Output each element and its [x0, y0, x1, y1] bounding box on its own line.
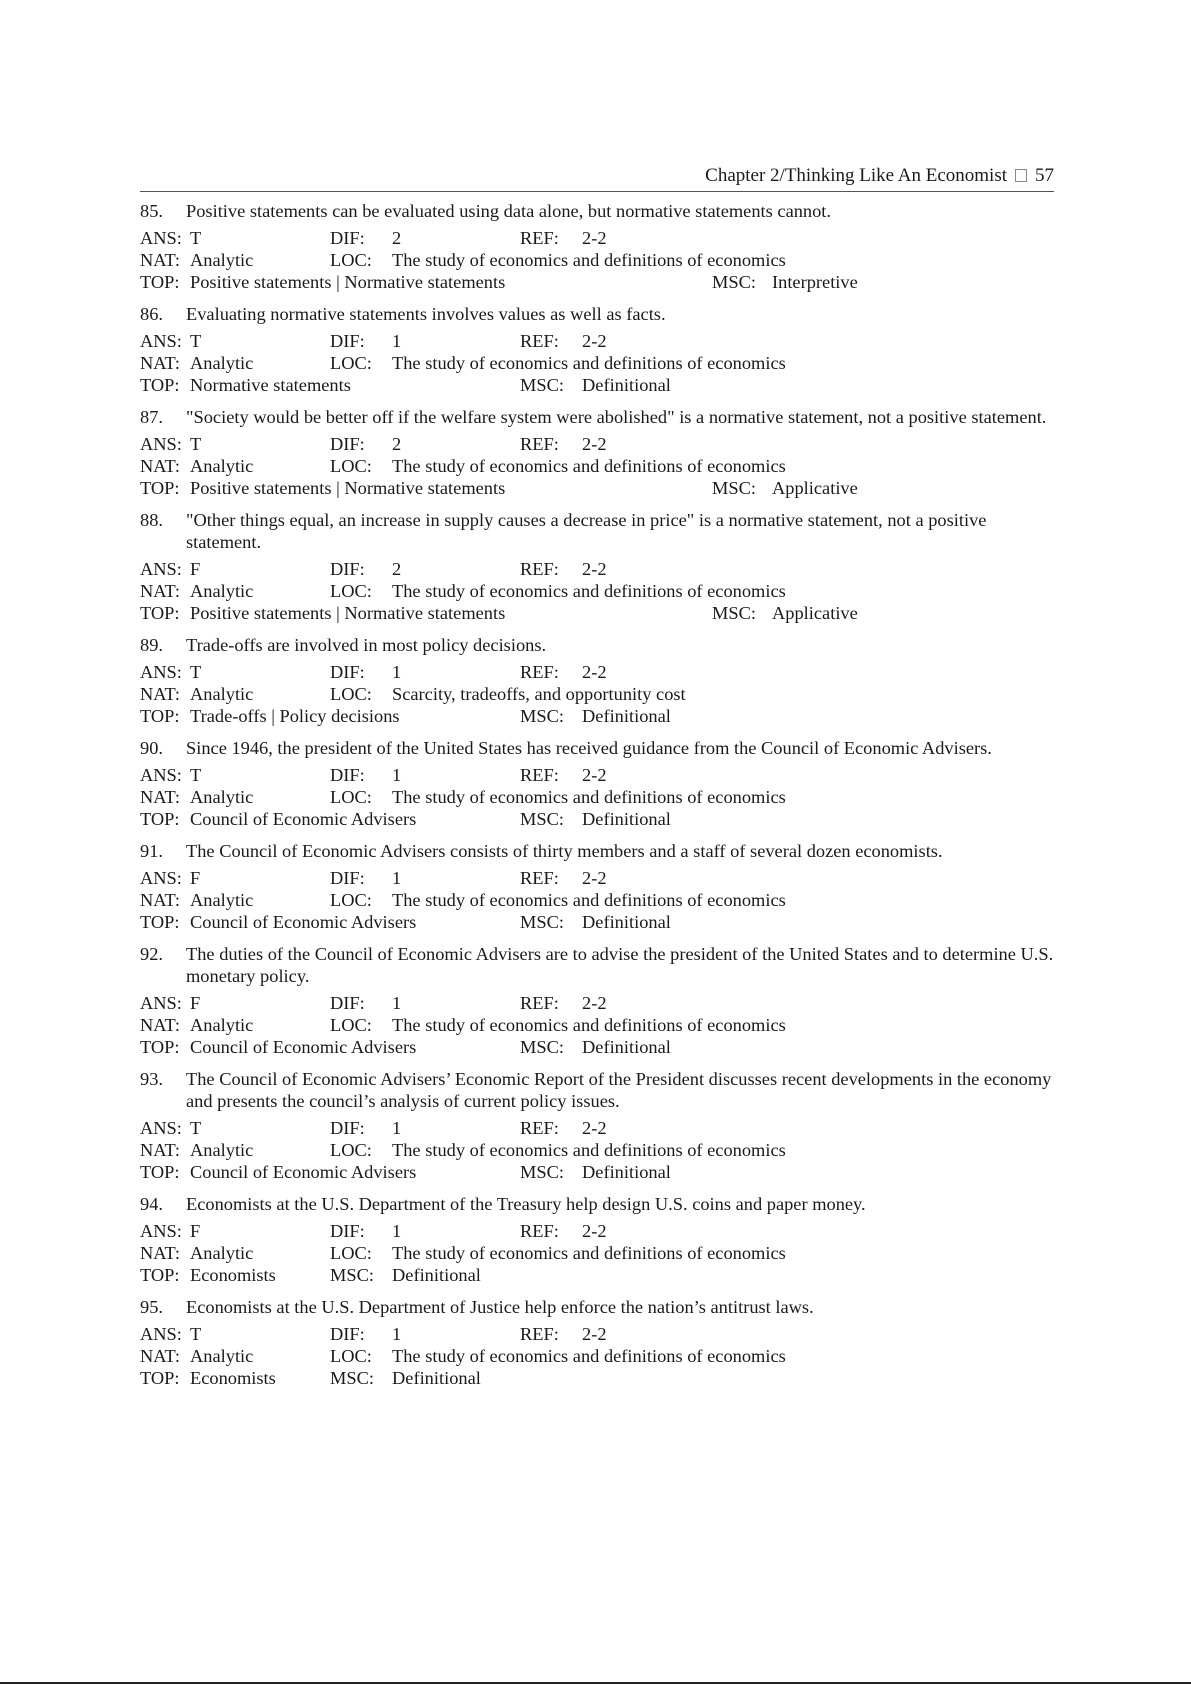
- question-number: 92.: [140, 944, 163, 964]
- bottom-rule: [0, 1682, 1191, 1684]
- dif-value: 1: [392, 993, 402, 1013]
- ans-value: T: [190, 662, 202, 682]
- nat-value: Analytic: [190, 1346, 254, 1366]
- nat-meta-row: [140, 1242, 1060, 1264]
- ans-label: ANS:: [140, 1221, 182, 1241]
- question-item: [140, 303, 1060, 396]
- question-line: [140, 840, 1060, 862]
- dif-label: DIF:: [330, 331, 365, 351]
- question-list: [140, 200, 1060, 1399]
- answer-meta-row: [140, 558, 1060, 580]
- question-number: 94.: [140, 1194, 163, 1214]
- ans-value: F: [190, 559, 201, 579]
- question-item: [140, 840, 1060, 933]
- top-label: TOP:: [140, 375, 180, 395]
- msc-value: Definitional: [582, 809, 671, 829]
- question-number: 90.: [140, 738, 163, 758]
- question-text: Since 1946, the president of the United States has received guidance from the Council of Economic Advisers.: [186, 738, 992, 758]
- ans-label: ANS:: [140, 765, 182, 785]
- question-text: The duties of the Council of Economic Advisers are to advise the president of the United States and to determine U.S. monetary policy.: [186, 944, 1054, 986]
- ans-label: ANS:: [140, 1324, 182, 1344]
- loc-value: The study of economics and definitions of economics: [392, 353, 786, 373]
- loc-label: LOC:: [330, 1140, 372, 1160]
- dif-value: 1: [392, 662, 402, 682]
- question-number: 85.: [140, 201, 163, 221]
- nat-label: NAT:: [140, 684, 180, 704]
- question-line: [140, 509, 1060, 553]
- loc-value: The study of economics and definitions of economics: [392, 1015, 786, 1035]
- ans-label: ANS:: [140, 993, 182, 1013]
- ans-value: T: [190, 331, 202, 351]
- nat-label: NAT:: [140, 250, 180, 270]
- nat-meta-row: [140, 1014, 1060, 1036]
- nat-value: Analytic: [190, 684, 254, 704]
- top-label: TOP:: [140, 706, 180, 726]
- msc-value: Applicative: [772, 478, 858, 498]
- ans-label: ANS:: [140, 434, 182, 454]
- ref-label: REF:: [520, 993, 559, 1013]
- msc-label: MSC:: [520, 809, 564, 829]
- page-number: 57: [1035, 165, 1054, 186]
- top-meta-row: [140, 602, 1060, 624]
- top-value: Council of Economic Advisers: [190, 1037, 417, 1057]
- ans-label: ANS:: [140, 662, 182, 682]
- question-item: [140, 509, 1060, 624]
- dif-label: DIF:: [330, 765, 365, 785]
- msc-value: Definitional: [392, 1265, 481, 1285]
- answer-meta-row: [140, 1323, 1060, 1345]
- answer-meta-row: [140, 992, 1060, 1014]
- ans-value: F: [190, 868, 201, 888]
- ref-label: REF:: [520, 765, 559, 785]
- top-value: Council of Economic Advisers: [190, 809, 417, 829]
- loc-value: The study of economics and definitions of economics: [392, 1346, 786, 1366]
- top-meta-row: [140, 911, 1060, 933]
- loc-label: LOC:: [330, 890, 372, 910]
- question-item: [140, 200, 1060, 293]
- dif-value: 2: [392, 434, 402, 454]
- ans-value: F: [190, 993, 201, 1013]
- top-label: TOP:: [140, 912, 180, 932]
- dif-label: DIF:: [330, 1324, 365, 1344]
- top-label: TOP:: [140, 809, 180, 829]
- top-label: TOP:: [140, 1162, 180, 1182]
- top-meta-row: [140, 1264, 1060, 1286]
- msc-label: MSC:: [330, 1368, 374, 1388]
- ans-label: ANS:: [140, 1118, 182, 1138]
- question-line: [140, 943, 1060, 987]
- question-item: [140, 1068, 1060, 1183]
- msc-label: MSC:: [712, 478, 756, 498]
- ans-value: T: [190, 1118, 202, 1138]
- loc-value: Scarcity, tradeoffs, and opportunity cost: [392, 684, 686, 704]
- top-meta-row: [140, 477, 1060, 499]
- question-text: The Council of Economic Advisers consists of thirty members and a staff of several dozen economists.: [186, 841, 943, 861]
- nat-label: NAT:: [140, 787, 180, 807]
- dif-label: DIF:: [330, 1221, 365, 1241]
- msc-label: MSC:: [712, 272, 756, 292]
- dif-label: DIF:: [330, 868, 365, 888]
- nat-meta-row: [140, 1345, 1060, 1367]
- question-number: 91.: [140, 841, 163, 861]
- dif-value: 1: [392, 868, 402, 888]
- nat-meta-row: [140, 889, 1060, 911]
- chapter-title: Chapter 2/Thinking Like An Economist: [705, 165, 1007, 186]
- top-meta-row: [140, 1036, 1060, 1058]
- ans-value: T: [190, 228, 202, 248]
- msc-label: MSC:: [520, 706, 564, 726]
- question-item: [140, 1296, 1060, 1389]
- answer-meta-row: [140, 661, 1060, 683]
- question-line: [140, 737, 1060, 759]
- dif-value: 1: [392, 331, 402, 351]
- box-glyph-icon: [1015, 169, 1027, 182]
- nat-meta-row: [140, 352, 1060, 374]
- page-header: [140, 165, 1054, 192]
- ref-value: 2-2: [582, 765, 607, 785]
- loc-label: LOC:: [330, 250, 372, 270]
- nat-value: Analytic: [190, 1140, 254, 1160]
- ref-label: REF:: [520, 662, 559, 682]
- msc-value: Applicative: [772, 603, 858, 623]
- answer-meta-row: [140, 1220, 1060, 1242]
- ref-value: 2-2: [582, 662, 607, 682]
- ref-value: 2-2: [582, 1118, 607, 1138]
- ans-label: ANS:: [140, 559, 182, 579]
- top-label: TOP:: [140, 1368, 180, 1388]
- dif-label: DIF:: [330, 434, 365, 454]
- question-text: The Council of Economic Advisers’ Economic Report of the President discusses recent developments in the economy and presents the council’s analysis of current policy issues.: [186, 1069, 1052, 1111]
- loc-label: LOC:: [330, 787, 372, 807]
- top-value: Council of Economic Advisers: [190, 912, 417, 932]
- ref-value: 2-2: [582, 868, 607, 888]
- nat-label: NAT:: [140, 1243, 180, 1263]
- ans-value: T: [190, 1324, 202, 1344]
- nat-label: NAT:: [140, 1140, 180, 1160]
- ref-value: 2-2: [582, 331, 607, 351]
- top-meta-row: [140, 1367, 1060, 1389]
- question-number: 89.: [140, 635, 163, 655]
- nat-meta-row: [140, 683, 1060, 705]
- nat-label: NAT:: [140, 1346, 180, 1366]
- top-value: Council of Economic Advisers: [190, 1162, 417, 1182]
- dif-value: 1: [392, 1118, 402, 1138]
- top-meta-row: [140, 1161, 1060, 1183]
- question-item: [140, 943, 1060, 1058]
- top-label: TOP:: [140, 603, 180, 623]
- msc-label: MSC:: [520, 1162, 564, 1182]
- msc-value: Definitional: [582, 706, 671, 726]
- loc-value: The study of economics and definitions of economics: [392, 1140, 786, 1160]
- nat-value: Analytic: [190, 581, 254, 601]
- nat-label: NAT:: [140, 581, 180, 601]
- ref-value: 2-2: [582, 228, 607, 248]
- question-item: [140, 737, 1060, 830]
- dif-label: DIF:: [330, 662, 365, 682]
- top-value: Positive statements | Normative statements: [190, 478, 506, 498]
- nat-label: NAT:: [140, 1015, 180, 1035]
- nat-label: NAT:: [140, 456, 180, 476]
- msc-label: MSC:: [520, 1037, 564, 1057]
- ref-value: 2-2: [582, 1324, 607, 1344]
- question-line: [140, 634, 1060, 656]
- question-text: Trade-offs are involved in most policy decisions.: [186, 635, 547, 655]
- question-line: [140, 406, 1060, 428]
- question-text: "Other things equal, an increase in supply causes a decrease in price" is a normative statement, not a positive statement.: [186, 510, 987, 552]
- nat-value: Analytic: [190, 890, 254, 910]
- question-number: 88.: [140, 510, 163, 530]
- question-line: [140, 303, 1060, 325]
- loc-label: LOC:: [330, 1015, 372, 1035]
- msc-label: MSC:: [520, 375, 564, 395]
- loc-value: The study of economics and definitions of economics: [392, 250, 786, 270]
- dif-label: DIF:: [330, 1118, 365, 1138]
- top-meta-row: [140, 705, 1060, 727]
- question-number: 86.: [140, 304, 163, 324]
- answer-meta-row: [140, 227, 1060, 249]
- msc-label: MSC:: [520, 912, 564, 932]
- loc-value: The study of economics and definitions of economics: [392, 456, 786, 476]
- top-value: Positive statements | Normative statements: [190, 272, 506, 292]
- question-text: Positive statements can be evaluated using data alone, but normative statements cannot.: [186, 201, 832, 221]
- top-label: TOP:: [140, 478, 180, 498]
- nat-value: Analytic: [190, 1243, 254, 1263]
- msc-value: Definitional: [582, 912, 671, 932]
- question-text: Economists at the U.S. Department of the Treasury help design U.S. coins and paper money.: [186, 1194, 866, 1214]
- question-line: [140, 1068, 1060, 1112]
- top-value: Normative statements: [190, 375, 351, 395]
- nat-value: Analytic: [190, 250, 254, 270]
- question-line: [140, 200, 1060, 222]
- loc-value: The study of economics and definitions of economics: [392, 1243, 786, 1263]
- loc-label: LOC:: [330, 1243, 372, 1263]
- loc-value: The study of economics and definitions of economics: [392, 890, 786, 910]
- top-label: TOP:: [140, 1265, 180, 1285]
- ref-label: REF:: [520, 1324, 559, 1344]
- top-label: TOP:: [140, 1037, 180, 1057]
- nat-meta-row: [140, 1139, 1060, 1161]
- nat-value: Analytic: [190, 787, 254, 807]
- question-text: "Society would be better off if the welfare system were abolished" is a normative statement, not a positive statement.: [186, 407, 1047, 427]
- answer-meta-row: [140, 867, 1060, 889]
- ref-value: 2-2: [582, 434, 607, 454]
- question-text: Evaluating normative statements involves values as well as facts.: [186, 304, 666, 324]
- ans-value: T: [190, 765, 202, 785]
- dif-value: 1: [392, 1221, 402, 1241]
- nat-value: Analytic: [190, 456, 254, 476]
- question-number: 95.: [140, 1297, 163, 1317]
- answer-meta-row: [140, 433, 1060, 455]
- dif-label: DIF:: [330, 228, 365, 248]
- ref-label: REF:: [520, 868, 559, 888]
- dif-label: DIF:: [330, 559, 365, 579]
- ans-value: F: [190, 1221, 201, 1241]
- top-meta-row: [140, 271, 1060, 293]
- loc-label: LOC:: [330, 353, 372, 373]
- top-value: Economists: [190, 1265, 276, 1285]
- msc-value: Definitional: [392, 1368, 481, 1388]
- dif-value: 2: [392, 559, 402, 579]
- loc-value: The study of economics and definitions of economics: [392, 787, 786, 807]
- ans-label: ANS:: [140, 868, 182, 888]
- nat-label: NAT:: [140, 890, 180, 910]
- msc-value: Definitional: [582, 1162, 671, 1182]
- nat-meta-row: [140, 455, 1060, 477]
- nat-meta-row: [140, 249, 1060, 271]
- ref-value: 2-2: [582, 993, 607, 1013]
- answer-meta-row: [140, 330, 1060, 352]
- nat-value: Analytic: [190, 1015, 254, 1035]
- ans-label: ANS:: [140, 228, 182, 248]
- nat-value: Analytic: [190, 353, 254, 373]
- msc-label: MSC:: [712, 603, 756, 623]
- ans-value: T: [190, 434, 202, 454]
- top-label: TOP:: [140, 272, 180, 292]
- question-item: [140, 1193, 1060, 1286]
- top-value: Trade-offs | Policy decisions: [190, 706, 400, 726]
- loc-label: LOC:: [330, 1346, 372, 1366]
- dif-value: 2: [392, 228, 402, 248]
- top-value: Positive statements | Normative statements: [190, 603, 506, 623]
- nat-meta-row: [140, 786, 1060, 808]
- msc-value: Interpretive: [772, 272, 858, 292]
- top-value: Economists: [190, 1368, 276, 1388]
- ref-label: REF:: [520, 331, 559, 351]
- question-item: [140, 634, 1060, 727]
- nat-meta-row: [140, 580, 1060, 602]
- answer-meta-row: [140, 1117, 1060, 1139]
- answer-meta-row: [140, 764, 1060, 786]
- question-text: Economists at the U.S. Department of Justice help enforce the nation’s antitrust laws.: [186, 1297, 814, 1317]
- ref-value: 2-2: [582, 1221, 607, 1241]
- msc-value: Definitional: [582, 375, 671, 395]
- loc-label: LOC:: [330, 684, 372, 704]
- loc-label: LOC:: [330, 581, 372, 601]
- question-line: [140, 1193, 1060, 1215]
- dif-label: DIF:: [330, 993, 365, 1013]
- nat-label: NAT:: [140, 353, 180, 373]
- question-number: 93.: [140, 1069, 163, 1089]
- dif-value: 1: [392, 765, 402, 785]
- loc-value: The study of economics and definitions of economics: [392, 581, 786, 601]
- ref-value: 2-2: [582, 559, 607, 579]
- ref-label: REF:: [520, 559, 559, 579]
- ans-label: ANS:: [140, 331, 182, 351]
- dif-value: 1: [392, 1324, 402, 1344]
- question-item: [140, 406, 1060, 499]
- question-line: [140, 1296, 1060, 1318]
- ref-label: REF:: [520, 434, 559, 454]
- ref-label: REF:: [520, 228, 559, 248]
- msc-label: MSC:: [330, 1265, 374, 1285]
- top-meta-row: [140, 808, 1060, 830]
- question-number: 87.: [140, 407, 163, 427]
- loc-label: LOC:: [330, 456, 372, 476]
- top-meta-row: [140, 374, 1060, 396]
- ref-label: REF:: [520, 1221, 559, 1241]
- ref-label: REF:: [520, 1118, 559, 1138]
- msc-value: Definitional: [582, 1037, 671, 1057]
